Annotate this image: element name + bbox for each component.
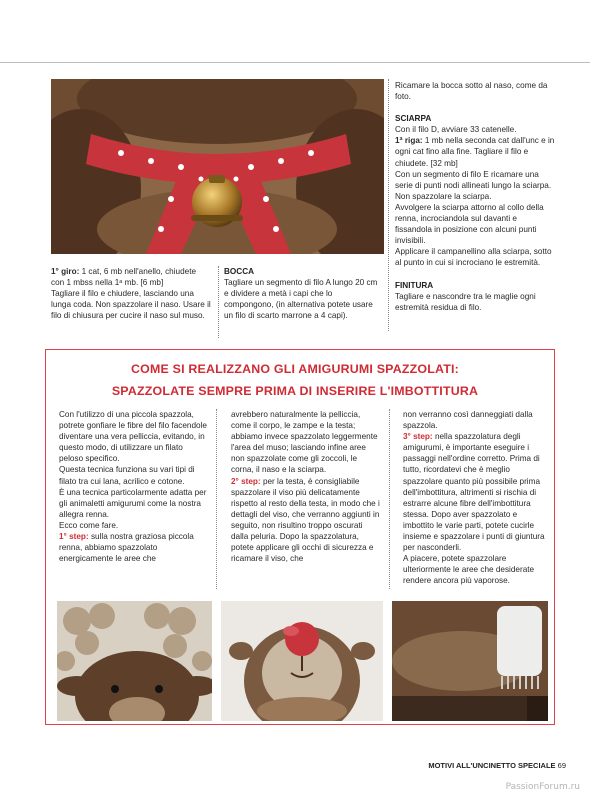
- page-number: 69: [557, 761, 566, 770]
- bocca-heading: BOCCA: [224, 267, 255, 276]
- step2-photo: [221, 601, 383, 721]
- box-col-2: [231, 409, 381, 564]
- box-col-1: [59, 409, 209, 564]
- box-col2-p1: avrebbero naturalmente la pelliccia, come il corpo, le zampe e la testa; abbiamo invece spazzolato leggermente l'area del muso; lasciando infine aree non spazzolate come gli zoccoli, le corna, il naso e la sciarpa.: [231, 410, 378, 475]
- box-col3-p3: A piacere, potete spazzolare ulteriormente le aree che desiderate rendere ancora più vaporose.: [403, 554, 535, 586]
- box-col1-p3: È una tecnica particolarmente adatta per gli animaletti amigurumi come la nostra allegra renna.: [59, 487, 207, 519]
- box-col1-p4: Ecco come fare.: [59, 520, 119, 530]
- box-col1-p2: Questa tecnica funziona su vari tipi di filato tra cui lana, acrilico e cotone.: [59, 465, 195, 486]
- finitura-heading: FINITURA: [395, 280, 434, 290]
- mouth-intro: Ricamare la bocca sotto al naso, come da foto.: [395, 81, 548, 102]
- footer-title: MOTIVI ALL'UNCINETTO SPECIALE: [428, 761, 556, 770]
- box-title-line1: COME SI REALIZZANO GLI AMIGURUMI SPAZZOLATI:: [131, 362, 459, 376]
- bocca-text: Tagliare un segmento di filo A lungo 20 cm e dividere a metà i capi che lo compongono, (in alternativa potete usare un filo di scarto marrone a 4 capi).: [224, 278, 378, 321]
- box-col-3: [403, 409, 549, 587]
- sciarpa-line1: Con il filo D, avviare 33 catenelle.: [395, 125, 517, 135]
- page-footer: [428, 761, 566, 770]
- step2-label: 2° step:: [231, 476, 261, 486]
- step3-photo: [392, 601, 548, 721]
- col-mid-text: [224, 266, 384, 321]
- box-column-separator: [389, 409, 390, 589]
- box-column-separator: [216, 409, 217, 589]
- sciarpa-text4: Avvolgere la sciarpa attorno al collo della renna, incrociandola sul davanti e fissandola in posizione con alcuni punti invisibili.: [395, 202, 544, 246]
- watermark: PassionForum.ru: [505, 782, 580, 792]
- box-title-line2: SPAZZOLATE SEMPRE PRIMA DI INSERIRE L'IMBOTTITURA: [111, 384, 479, 398]
- giro-label: 1° giro:: [51, 267, 80, 276]
- step3-text: nella spazzolatura degli amigurumi, è importante eseguire i passaggi nell'ordine corretto. Prima di tutto, ricordatevi che è meglio spazzolare quanto più possibile prima dell'imbottitura, altrimenti si rischia di estrarre alcune fibre dell'imbottitura stessa. Dopo aver spazzolato e imbottito le varie parti, potete cucirle insieme e spazzolare i punti di giuntura per nasconderli.: [403, 432, 545, 553]
- reindeer-scarf-photo: [51, 79, 384, 254]
- finitura-text: Tagliare e nascondre tra le maglie ogni estremità residua di filo.: [395, 291, 536, 312]
- step2-text: per la testa, è consigliabile spazzolare il viso più delicatamente rispetto al resto della testa, in modo che i dettagli del viso, che verranno aggiunti in seguito, non risultino troppo oscurati dalla peluria. Dopo la spazzolatura, potete applicare gli occhi di sicurezza e ricamare il viso, che: [231, 476, 380, 564]
- giro-text: 1 cat, 6 mb nell'anello, chiudete con 1 mbss nella 1ᵃ mb. [6 mb]: [51, 267, 197, 288]
- step3-label: 3° step:: [403, 432, 433, 442]
- col-left-text: [51, 266, 211, 321]
- sciarpa-text3: Non spazzolare la sciarpa.: [395, 191, 492, 201]
- step1-text: sulla nostra graziosa piccola renna, abbiamo spazzolato energicamente le aree che: [59, 532, 194, 564]
- step1-photo: [57, 601, 212, 721]
- box-col1-p1: Con l'utilizzo di una piccola spazzola, potrete gonfiare le fibre del filo facendole diventare una vera pelliccia, evitando, in questo modo, di utilizzare un filato peloso specifico.: [59, 410, 207, 464]
- sciarpa-text2: Con un segmento di filo E ricamare una serie di punti nodi allineati lungo la sciarpa.: [395, 169, 552, 190]
- riga-text: 1 mb nella seconda cat dall'unc e in ogni cat fino alla fine. Tagliare il filo e chiudete. [32 mb]: [395, 136, 555, 168]
- step1-label: 1° step:: [59, 532, 89, 542]
- box-col3-p1: non verranno così danneggiati dalla spazzola.: [403, 410, 533, 431]
- sciarpa-text5: Applicare il campanellino alla sciarpa, sotto al punto in cui si incrociano le estremità.: [395, 247, 552, 268]
- col-right-text: [395, 80, 555, 313]
- sciarpa-heading: SCIARPA: [395, 114, 432, 124]
- nose-instructions: Tagliare il filo e chiudere, lasciando una lunga coda. Non spazzolare il naso. Usare il filo di chiusura per cucire il naso sul muso.: [51, 289, 211, 321]
- top-rule: [0, 62, 590, 63]
- column-separator: [388, 79, 389, 331]
- column-separator: [218, 266, 219, 338]
- riga-label: 1ª riga:: [395, 136, 423, 146]
